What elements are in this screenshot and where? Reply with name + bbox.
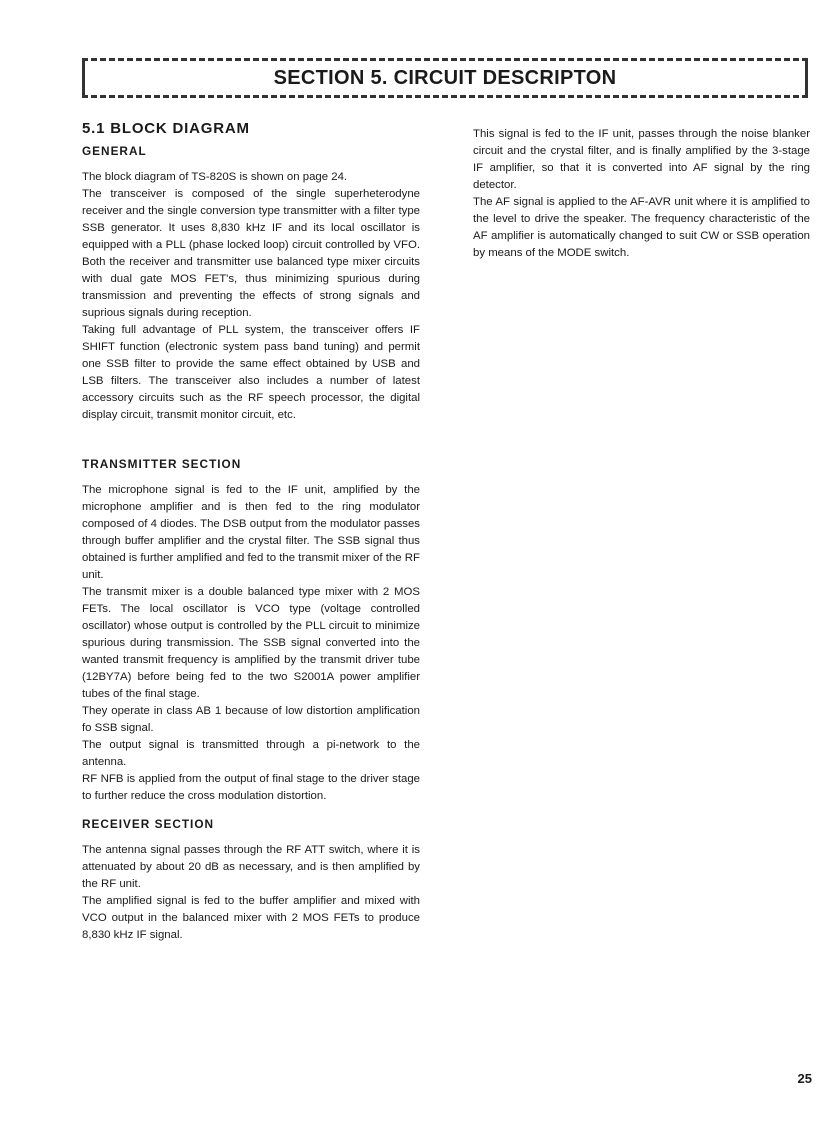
section-title-banner [82,58,808,98]
general-heading: GENERAL [82,144,147,158]
general-paragraph: The block diagram of TS-820S is shown on page 24. [82,171,348,183]
transmitter-paragraph: The transmit mixer is a double balanced type mixer with 2 MOS FETs. The local oscillator is VCO type (voltage controlled oscillator) whose output is controlled by the PLL circuit to minimize spurious during transmission. The SSB signal converted into the wanted transmit frequency is amplified by the transmit driver tube (12BY7A) before being fed to the two S2001A power amplifier tubes of the final stage. [82,586,420,700]
right-paragraph: This signal is fed to the IF unit, passes through the noise blanker circuit and the crystal filter, and is finally amplified by the 3-stage IF amplifier, so that it is converted into AF signal by the ring detector. [473,128,810,191]
page-number: 25 [797,1071,812,1086]
transmitter-paragraph: The microphone signal is fed to the IF unit, amplified by the microphone amplifier and is then fed to the ring modulator composed of 4 diodes. The DSB output from the modulator passes through buffer amplifier and the crystal filter. The SSB signal thus obtained is further amplified and fed to the transmit mixer of the RF unit. [82,484,420,581]
transmitter-paragraph: They operate in class AB 1 because of low distortion amplification fo SSB signal. [82,705,420,734]
block-diagram-heading: 5.1 BLOCK DIAGRAM [82,120,250,137]
receiver-heading: RECEIVER SECTION [82,817,215,831]
transmitter-heading: TRANSMITTER SECTION [82,457,242,471]
general-paragraph: Taking full advantage of PLL system, the transceiver offers IF SHIFT function (electronic system pass band tuning) and permit one SSB filter to provide the same effect obtained by USB and LSB filters. The transceiver also includes a number of latest accessory circuits such as the RF speech processor, the digital display circuit, transmit monitor circuit, etc. [82,324,420,421]
receiver-paragraph: The amplified signal is fed to the buffer amplifier and mixed with VCO output in the balanced mixer with 2 MOS FETs to produce 8,830 kHz IF signal. [82,895,420,941]
right-column [473,126,810,262]
receiver-paragraph: The antenna signal passes through the RF ATT switch, where it is attenuated by about 20 dB as necessary, and is then amplified by the RF unit. [82,844,420,890]
section-title: SECTION 5. CIRCUIT DESCRIPTON [273,66,617,89]
left-column [82,120,420,944]
transmitter-paragraph: The output signal is transmitted through a pi-network to the antenna. [82,739,420,768]
right-paragraph: The AF signal is applied to the AF-AVR unit where it is amplified to the level to drive the speaker. The frequency characteristic of the AF amplifier is automatically changed to suit CW or SSB operation by means of the MODE switch. [473,196,810,259]
transmitter-paragraph: RF NFB is applied from the output of final stage to the driver stage to further reduce the cross modulation distortion. [82,773,420,802]
general-paragraph: The transceiver is composed of the single superheterodyne receiver and the single conversion type transmitter with a filter type SSB generator. It uses 8,830 kHz IF and its local oscillator is equipped with a PLL (phase locked loop) circuit controlled by VFO. Both the receiver and transmitter use balanced type mixer circuits with dual gate MOS FET's, thus minimizing spurious during transmission and preventing the effects of strong signals and suprious signals during reception. [82,188,420,319]
